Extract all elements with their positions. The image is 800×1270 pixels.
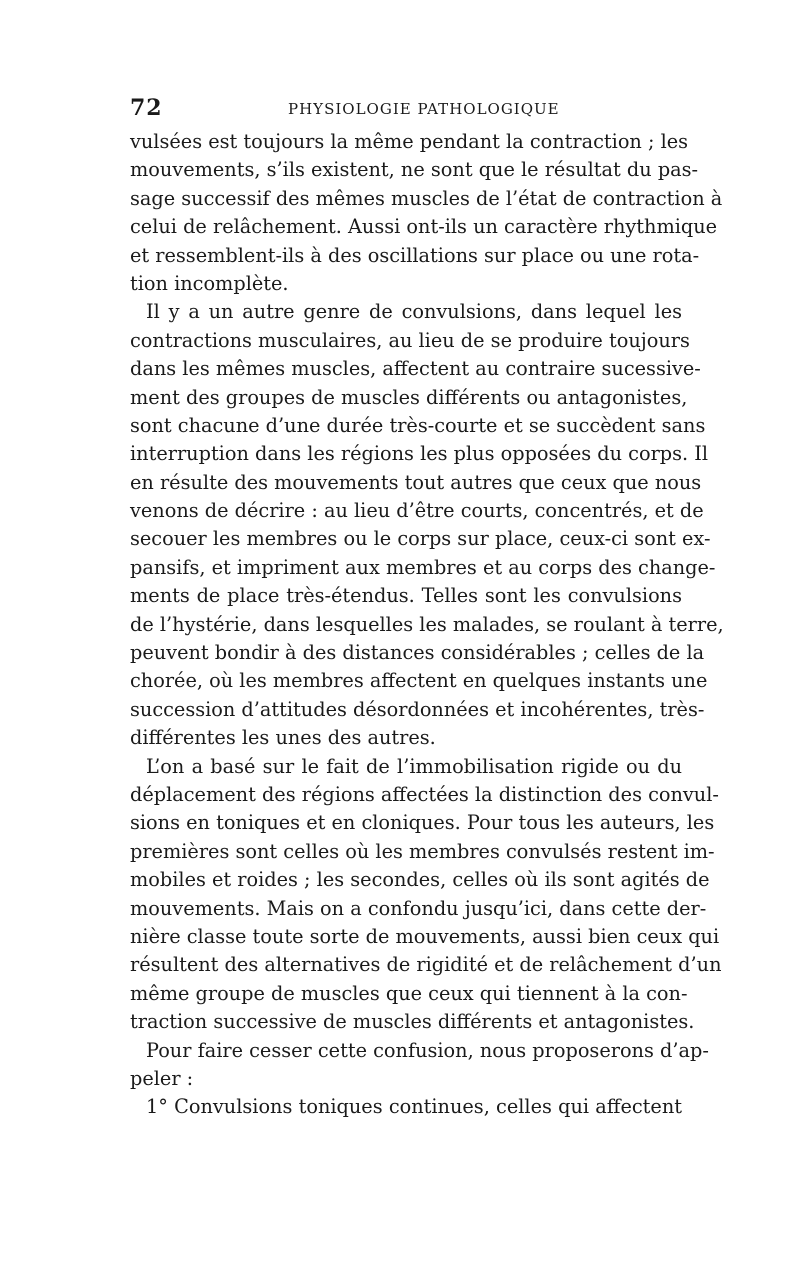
text-line: celui de relâchement. Aussi ont-ils un caractère rhythmique: [130, 215, 718, 239]
text-line: traction successive de muscles différents et antagonistes.: [130, 1010, 695, 1034]
text-line: différentes les unes des autres.: [130, 726, 436, 750]
text-line: Pour faire cesser cette confusion, nous proposerons d’ap-: [146, 1038, 709, 1062]
text-line: premières sont celles où les membres convulsés restent im-: [130, 839, 715, 863]
text-line: peuvent bondir à des distances considérables ; celles de la: [130, 641, 705, 665]
text-line: Il y a un autre genre de convulsions, dans lequel les: [146, 300, 682, 324]
text-line: vulsées est toujours la même pendant la contraction ; les: [130, 130, 689, 153]
text-line: ments de place très-étendus. Telles sont les convulsions: [130, 584, 682, 608]
text-line: résultent des alternatives de rigidité et de relâchement d’un: [130, 953, 722, 977]
text-line: L’on a basé sur le fait de l’immobilisation rigide ou du: [146, 754, 682, 778]
text-line: 1° Convulsions toniques continues, celles qui affectent: [146, 1095, 682, 1119]
text-line: secouer les membres ou le corps sur place, ceux-ci sont ex-: [130, 527, 711, 551]
text-line: peler :: [130, 1066, 194, 1090]
text-line: mobiles et roides ; les secondes, celles où ils sont agités de: [130, 868, 710, 892]
text-line: succession d’attitudes désordonnées et incohérentes, très-: [130, 697, 705, 721]
text-line: sage successif des mêmes muscles de l’état de contraction à: [130, 186, 723, 210]
running-title: PHYSIOLOGIE PATHOLOGIQUE: [288, 100, 560, 118]
text-line: chorée, où les membres affectent en quelques instants une: [130, 669, 708, 693]
page-number: 72: [130, 95, 163, 121]
text-line: ment des groupes de muscles différents ou antagonistes,: [130, 385, 688, 409]
running-head: [130, 95, 680, 123]
body-text: [130, 128, 724, 1122]
text-line: sions en toniques et en cloniques. Pour tous les auteurs, les: [130, 811, 715, 835]
text-line: et ressemblent-ils à des oscillations sur place ou une rota-: [130, 243, 700, 267]
text-line: contractions musculaires, au lieu de se produire toujours: [130, 328, 690, 352]
text-line: mouvements, s’ils existent, ne sont que le résultat du pas-: [130, 158, 699, 182]
text-line: nière classe toute sorte de mouvements, aussi bien ceux qui: [130, 924, 720, 948]
text-line: interruption dans les régions les plus opposées du corps. Il: [130, 442, 709, 466]
text-line: dans les mêmes muscles, affectent au contraire sucessive-: [130, 357, 701, 381]
text-line: même groupe de muscles que ceux qui tiennent à la con-: [130, 981, 688, 1005]
text-line: en résulte des mouvements tout autres que ceux que nous: [130, 470, 702, 494]
text-line: déplacement des régions affectées la distinction des convul-: [130, 782, 719, 806]
text-line: pansifs, et impriment aux membres et au corps des change-: [130, 555, 716, 579]
text-line: sont chacune d’une durée très-courte et se succèdent sans: [130, 413, 706, 437]
text-line: venons de décrire : au lieu d’être courts, concentrés, et de: [130, 499, 704, 523]
text-line: mouvements. Mais on a confondu jusqu’ici, dans cette der-: [130, 896, 707, 920]
text-line: de l’hystérie, dans lesquelles les malades, se roulant à terre,: [130, 612, 724, 636]
text-line: tion incomplète.: [130, 271, 289, 295]
